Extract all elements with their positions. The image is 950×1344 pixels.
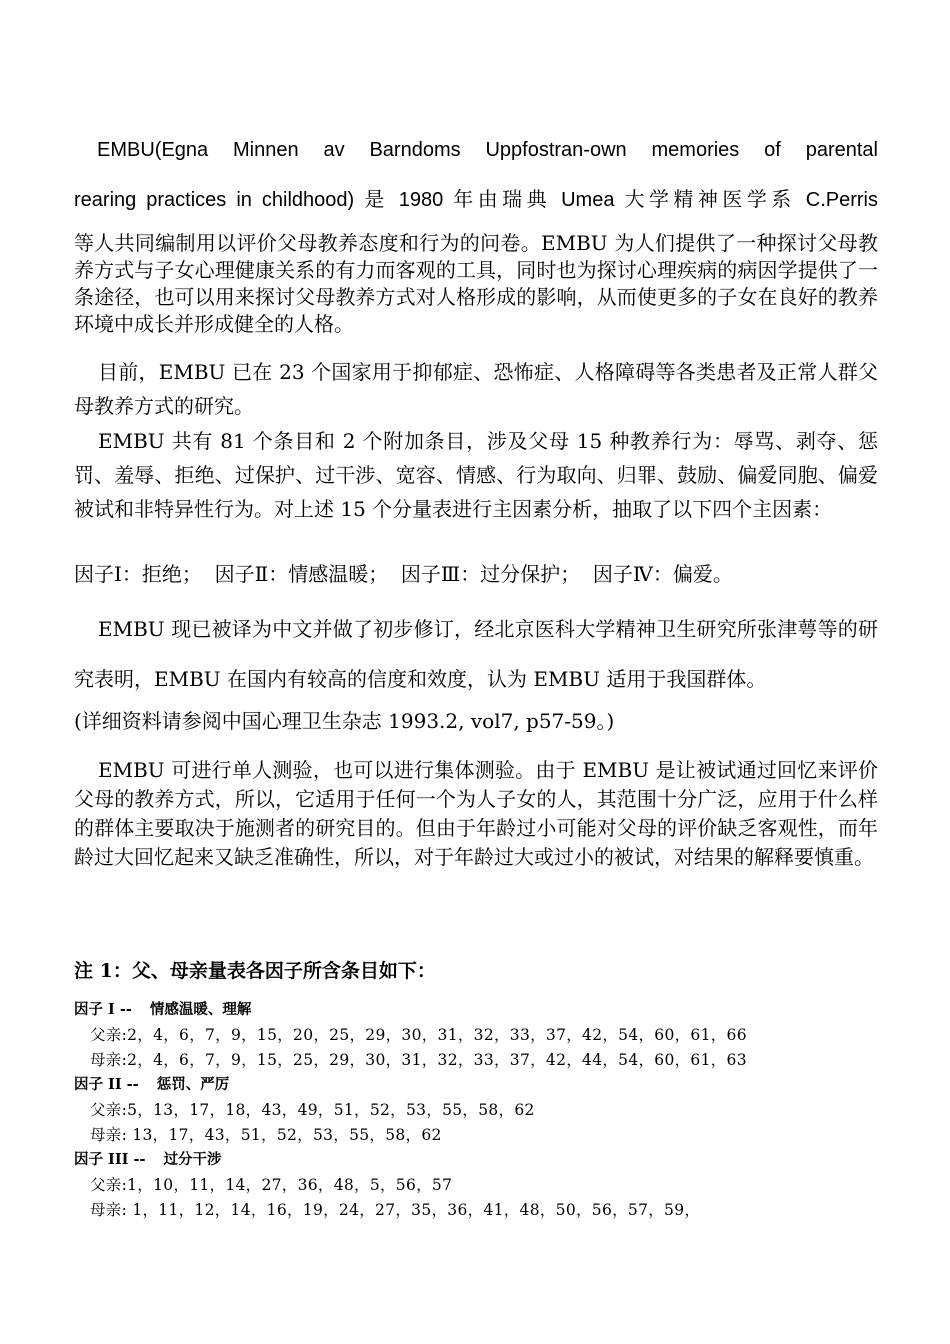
paragraph-1-line-2 [74, 185, 878, 215]
note-title: 注 1：父、母亲量表各因子所含条目如下： [74, 960, 436, 982]
factor-1-label: 因子 I -- [74, 1001, 132, 1018]
factors-summary: 因子Ⅰ：拒绝； 因子Ⅱ：情感温暖； 因子Ⅲ：过分保护； 因子Ⅳ：偏爱。 [74, 562, 733, 586]
factor-1-name: 情感温暖、理解 [149, 1001, 252, 1018]
factor-3-name: 过分干涉 [163, 1151, 222, 1168]
paragraph-1-cont: rearing practices in childhood) 是 1980 年由瑞典 Umea 大学精神医学系 C.Perris [74, 189, 878, 211]
factor-1-mother-items: 母亲:2，4，6，7，9，15，25，29，30，31，32，33，37，42，44，54，60，61，63 [90, 1051, 747, 1069]
paragraph-4: EMBU 共有 81 个条目和 2 个附加条目，涉及父母 15 种教养行为：辱骂、剥夺、惩罚、羞辱、拒绝、过保护、过干涉、宽容、情感、行为取向、归罪、鼓励、偏爱同胞、偏爱被试和非特异性行为。对上述 15 个分量表进行主因素分析，抽取了以下四个主因素： [74, 429, 878, 521]
paragraph-6: EMBU 现已被译为中文并做了初步修订，经北京医科大学精神卫生研究所张津萼等的研究表明，EMBU 在国内有较高的信度和效度，认为 EMBU 适用于我国群体。 [74, 617, 878, 691]
factor-1-heading [74, 998, 251, 1019]
factor-1-father-items: 父亲:2，4，6，7，9，15，20，25，29，30，31，32，33，37，42，54，60，61，66 [90, 1026, 747, 1044]
paragraph-2: 等人共同编制用以评价父母教养态度和行为的问卷。EMBU 为人们提供了一种探讨父母教养方式与子女心理健康关系的有力而客观的工具，同时也为探讨心理疾病的病因学提供了一条途径，也可以用来探讨父母教养方式对人格形成的影响，从而使更多的子女在良好的教养环境中成长并形成健全的人格。 [74, 231, 878, 336]
paragraph-1: EMBU(Egna Minnen av Barndoms Uppfostran-own memories of parental [97, 139, 878, 161]
paragraph-8: EMBU 可进行单人测验，也可以进行集体测验。由于 EMBU 是让被试通过回忆来评价父母的教养方式，所以，它适用于任何一个为人子女的人，其范围十分广泛，应用于什么样的群体主要取决于施测者的研究目的。但由于年龄过小可能对父母的评价缺乏客观性，而年龄过大回忆起来又缺乏准确性，所以，对于年龄过大或过小的被试，对结果的解释要慎重。 [74, 758, 878, 869]
factor-2-heading [74, 1073, 229, 1094]
factor-2-name: 惩罚、严厉 [156, 1076, 230, 1093]
factor-2-father-items: 父亲:5，13，17，18，43，49，51，52，53，55，58，62 [90, 1101, 535, 1119]
factor-3-label: 因子 III -- [74, 1151, 146, 1168]
paragraph-3: 目前，EMBU 已在 23 个国家用于抑郁症、恐怖症、人格障碍等各类患者及正常人群父母教养方式的研究。 [74, 360, 878, 418]
factor-3-heading [74, 1148, 221, 1169]
factor-3-father-items: 父亲:1，10，11，14，27，36，48，5，56，57 [90, 1176, 453, 1194]
reference-note: (详细资料请参阅中国心理卫生杂志 1993.2, vol7, p57-59。) [74, 709, 615, 733]
factor-3-mother-items: 母亲: 1，11，12，14，16，19，24，27，35，36，41，48，50，56，57，59， [90, 1201, 701, 1219]
paragraph-1-line-1 [97, 135, 878, 165]
factor-2-label: 因子 II -- [74, 1076, 139, 1093]
factor-2-mother-items: 母亲: 13，17，43，51，52，53，55，58，62 [90, 1126, 442, 1144]
